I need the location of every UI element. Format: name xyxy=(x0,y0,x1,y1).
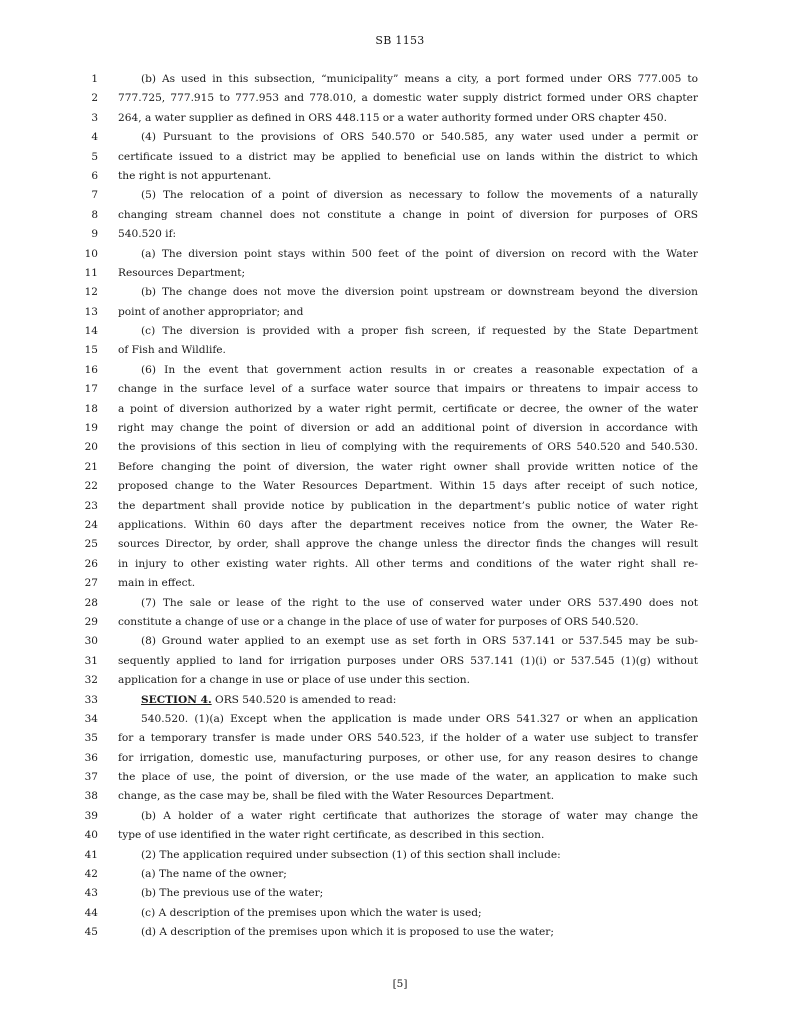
document-line xyxy=(0,710,800,729)
line-text: the right is not appurtenant. xyxy=(118,169,272,182)
line-text: (b) A holder of a water right certificate that authorizes the storage of water may change the xyxy=(141,809,698,822)
line-text: (2) The application required under subsection (1) of this section shall include: xyxy=(141,848,561,861)
line-text: (5) The relocation of a point of diversion as necessary to follow the movements of a naturally xyxy=(141,189,698,202)
line-number: 15 xyxy=(84,344,98,357)
document-line xyxy=(0,167,800,186)
line-text: the place of use, the point of diversion, or the use made of the water, an application to make such xyxy=(118,771,698,784)
line-text: for a temporary transfer is made under ORS 540.523, if the holder of a water use subject to transfer xyxy=(118,732,698,745)
line-text: 540.520 if: xyxy=(118,228,177,241)
line-number: 38 xyxy=(84,790,98,803)
line-number: 30 xyxy=(84,635,98,648)
line-number: 34 xyxy=(84,712,98,725)
line-number: 9 xyxy=(91,228,98,241)
document-line xyxy=(0,884,800,903)
line-text: type of use identified in the water right certificate, as described in this section. xyxy=(118,829,545,842)
line-text: changing stream channel does not constitute a change in point of diversion for purposes of ORS xyxy=(118,208,698,221)
line-text: change in the surface level of a surface water source that impairs or threatens to impair access to xyxy=(118,383,698,396)
line-text: proposed change to the Water Resources Department. Within 15 days after receipt of such notice, xyxy=(118,480,698,493)
document-line xyxy=(0,749,800,768)
document-line xyxy=(0,419,800,438)
document-line xyxy=(0,400,800,419)
bill-id: SB 1153 xyxy=(375,34,425,47)
line-text: a point of diversion authorized by a water right permit, certificate or decree, the owner of the water xyxy=(118,402,698,415)
line-text: the provisions of this section in lieu of complying with the requirements of ORS 540.520 and 540.530. xyxy=(118,441,698,454)
line-number: 21 xyxy=(84,460,98,473)
document-line xyxy=(0,594,800,613)
line-text: (b) The change does not move the diversion point upstream or downstream beyond the diversion xyxy=(141,286,698,299)
page-number: [5] xyxy=(392,978,408,990)
line-text: certificate issued to a district may be applied to beneficial use on lands within the district to which xyxy=(118,150,698,163)
document-line xyxy=(0,768,800,787)
document-line xyxy=(0,148,800,167)
document-line xyxy=(0,574,800,593)
line-text: (4) Pursuant to the provisions of ORS 540.570 or 540.585, any water used under a permit or xyxy=(141,131,698,144)
line-text: change, as the case may be, shall be filed with the Water Resources Department. xyxy=(118,790,555,803)
line-text: point of another appropriator; and xyxy=(118,305,304,318)
line-text: 777.725, 777.915 to 777.953 and 778.010, a domestic water supply district formed under ORS chapter xyxy=(118,92,698,105)
line-number: 44 xyxy=(84,906,98,919)
line-text: Resources Department; xyxy=(118,266,246,279)
document-line xyxy=(0,245,800,264)
line-number: 6 xyxy=(91,169,98,182)
line-number: 17 xyxy=(84,383,98,396)
line-number: 42 xyxy=(84,868,98,881)
line-number: 7 xyxy=(91,189,98,202)
line-text: 264, a water supplier as defined in ORS 448.115 or a water authority formed under ORS chapter 450. xyxy=(118,111,667,124)
line-number: 22 xyxy=(84,480,98,493)
document-line xyxy=(0,380,800,399)
document-body xyxy=(0,70,800,943)
line-number: 32 xyxy=(84,674,98,687)
line-text: Before changing the point of diversion, the water right owner shall provide written notice of the xyxy=(118,460,698,473)
line-text: (d) A description of the premises upon which it is proposed to use the water; xyxy=(141,926,554,939)
document-line xyxy=(0,283,800,302)
line-number: 26 xyxy=(84,557,98,570)
line-text: for irrigation, domestic use, manufacturing purposes, or other use, for any reason desires to change xyxy=(118,751,698,764)
line-number: 41 xyxy=(84,848,98,861)
document-line xyxy=(0,555,800,574)
line-number: 13 xyxy=(84,305,98,318)
line-number: 4 xyxy=(91,131,98,144)
line-number: 28 xyxy=(84,596,98,609)
line-number: 10 xyxy=(84,247,98,260)
document-line xyxy=(0,458,800,477)
line-number: 39 xyxy=(84,809,98,822)
document-line xyxy=(0,865,800,884)
line-number: 2 xyxy=(91,92,98,105)
document-line xyxy=(0,70,800,89)
line-number: 20 xyxy=(84,441,98,454)
document-line xyxy=(0,341,800,360)
document-line xyxy=(0,787,800,806)
page-header xyxy=(0,34,800,47)
line-number: 12 xyxy=(84,286,98,299)
line-text: main in effect. xyxy=(118,577,196,590)
line-number: 18 xyxy=(84,402,98,415)
document-line xyxy=(0,303,800,322)
line-text: applications. Within 60 days after the department receives notice from the owner, the Water Re- xyxy=(118,518,698,531)
document-line xyxy=(0,613,800,632)
line-text: application for a change in use or place of use under this section. xyxy=(118,674,470,687)
document-line xyxy=(0,206,800,225)
document-line xyxy=(0,109,800,128)
line-number: 33 xyxy=(84,693,98,706)
line-number: 5 xyxy=(91,150,98,163)
line-text: of Fish and Wildlife. xyxy=(118,344,226,357)
line-number: 14 xyxy=(84,325,98,338)
page-footer xyxy=(0,978,800,990)
line-text: (7) The sale or lease of the right to the use of conserved water under ORS 537.490 does not xyxy=(141,596,698,609)
line-number: 27 xyxy=(84,577,98,590)
document-line xyxy=(0,923,800,942)
document-line xyxy=(0,438,800,457)
line-number: 40 xyxy=(84,829,98,842)
line-text: the department shall provide notice by publication in the department’s public notice of water right xyxy=(118,499,698,512)
section-heading: SECTION 4. xyxy=(141,693,212,706)
line-text: (b) As used in this subsection, “municipality” means a city, a port formed under ORS 777.005 to xyxy=(141,73,698,85)
document-line xyxy=(0,322,800,341)
line-number: 31 xyxy=(84,654,98,667)
document-line xyxy=(0,477,800,496)
document-line xyxy=(0,846,800,865)
line-text: (b) The previous use of the water; xyxy=(141,887,324,900)
document-line xyxy=(0,516,800,535)
document-line xyxy=(0,264,800,283)
line-number: 43 xyxy=(84,887,98,900)
line-number: 24 xyxy=(84,518,98,531)
document-line xyxy=(0,128,800,147)
line-text: (6) In the event that government action results in or creates a reasonable expectation of a xyxy=(141,363,698,376)
line-text xyxy=(141,691,698,710)
document-line xyxy=(0,826,800,845)
document-line xyxy=(0,671,800,690)
line-number: 35 xyxy=(84,732,98,745)
line-text: right may change the point of diversion or add an additional point of diversion in accordance with xyxy=(118,422,698,435)
line-number: 3 xyxy=(91,111,98,124)
document-line xyxy=(0,632,800,651)
document-line xyxy=(0,535,800,554)
document-line xyxy=(0,807,800,826)
line-number: 36 xyxy=(84,751,98,764)
line-text: (a) The diversion point stays within 500 feet of the point of diversion on record with the Water xyxy=(141,247,698,260)
document-line xyxy=(0,186,800,205)
line-text: (c) A description of the premises upon which the water is used; xyxy=(141,906,482,919)
line-text: (8) Ground water applied to an exempt use as set forth in ORS 537.141 or 537.545 may be sub- xyxy=(141,635,698,648)
line-text: (c) The diversion is provided with a proper fish screen, if requested by the State Department xyxy=(141,325,698,338)
line-text: 540.520. (1)(a) Except when the application is made under ORS 541.327 or when an application xyxy=(141,712,698,725)
line-text: constitute a change of use or a change in the place of use of water for purposes of ORS 540.520. xyxy=(118,615,639,628)
line-number: 8 xyxy=(91,208,98,221)
document-line xyxy=(0,729,800,748)
document-line xyxy=(0,691,800,710)
line-text: in injury to other existing water rights. All other terms and conditions of the water right shall re- xyxy=(118,557,698,570)
line-number: 45 xyxy=(84,926,98,939)
line-text: sequently applied to land for irrigation purposes under ORS 537.141 (1)(i) or 537.545 (1)(g) without xyxy=(118,654,698,667)
line-text-rest: ORS 540.520 is amended to read: xyxy=(211,693,397,706)
line-number: 23 xyxy=(84,499,98,512)
document-line xyxy=(0,361,800,380)
document-line xyxy=(0,904,800,923)
line-number: 11 xyxy=(84,266,98,279)
document-line xyxy=(0,652,800,671)
line-number: 16 xyxy=(84,363,98,376)
line-number: 37 xyxy=(84,771,98,784)
document-line xyxy=(0,89,800,108)
document-line xyxy=(0,497,800,516)
line-text: (a) The name of the owner; xyxy=(141,868,287,881)
line-number: 19 xyxy=(84,422,98,435)
line-number: 29 xyxy=(84,615,98,628)
line-text: sources Director, by order, shall approve the change unless the director finds the changes will result xyxy=(118,538,698,551)
line-number: 25 xyxy=(84,538,98,551)
document-line xyxy=(0,225,800,244)
line-number: 1 xyxy=(91,73,98,85)
